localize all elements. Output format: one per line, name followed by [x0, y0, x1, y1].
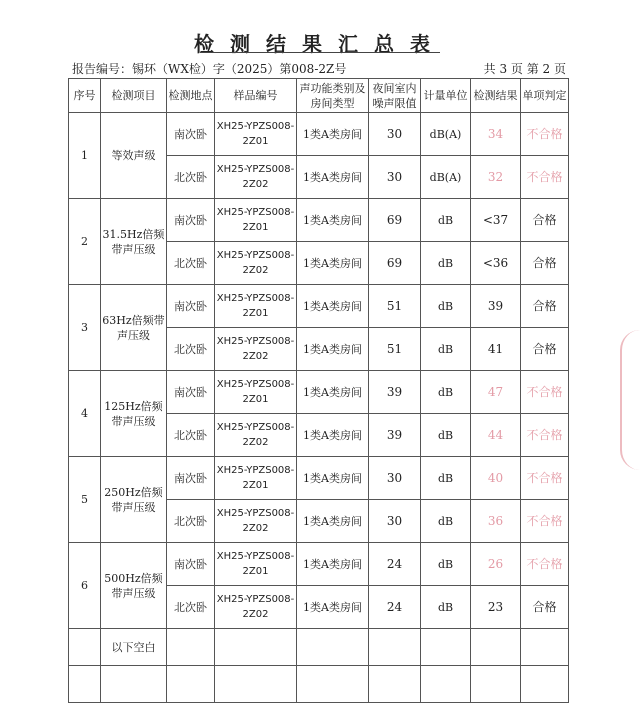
table-header-row [69, 79, 569, 113]
sample-cell: XH25-YPZS008-2Z02 [215, 328, 297, 371]
seq-cell: 1 [69, 113, 101, 199]
item-cell: 31.5Hz倍频带声压级 [101, 199, 167, 285]
verdict-cell: 不合格 [521, 156, 569, 199]
unit-cell: dB [421, 457, 471, 500]
verdict-cell: 不合格 [521, 543, 569, 586]
limit-cell: 69 [369, 199, 421, 242]
result-cell: <37 [471, 199, 521, 242]
unit-cell: dB [421, 371, 471, 414]
unit-cell: dB [421, 328, 471, 371]
result-cell: 40 [471, 457, 521, 500]
verdict-cell: 不合格 [521, 500, 569, 543]
table-row [69, 543, 569, 586]
sample-cell: XH25-YPZS008-2Z02 [215, 414, 297, 457]
limit-cell: 30 [369, 457, 421, 500]
location-cell: 北次卧 [167, 500, 215, 543]
sample-cell: XH25-YPZS008-2Z01 [215, 543, 297, 586]
blank-row [69, 666, 569, 703]
location-cell: 北次卧 [167, 156, 215, 199]
header-room-type: 声功能类别及房间类型 [297, 79, 369, 113]
result-cell: 34 [471, 113, 521, 156]
room-cell: 1类A类房间 [297, 543, 369, 586]
item-cell: 等效声级 [101, 113, 167, 199]
sample-cell: XH25-YPZS008-2Z01 [215, 371, 297, 414]
sample-cell: XH25-YPZS008-2Z01 [215, 285, 297, 328]
table-row [69, 113, 569, 156]
room-cell: 1类A类房间 [297, 113, 369, 156]
header-seq: 序号 [69, 79, 101, 113]
unit-cell: dB(A) [421, 156, 471, 199]
red-stamp-edge [620, 330, 640, 470]
limit-cell: 51 [369, 328, 421, 371]
seq-cell: 2 [69, 199, 101, 285]
verdict-cell: 合格 [521, 199, 569, 242]
unit-cell: dB [421, 414, 471, 457]
location-cell: 南次卧 [167, 285, 215, 328]
sample-cell: XH25-YPZS008-2Z02 [215, 586, 297, 629]
limit-cell: 24 [369, 543, 421, 586]
table-row [69, 371, 569, 414]
title-underline [200, 52, 440, 53]
document-title: 检测结果汇总表 [194, 32, 446, 56]
result-cell: 32 [471, 156, 521, 199]
result-cell: <36 [471, 242, 521, 285]
table-row [69, 285, 569, 328]
location-cell: 南次卧 [167, 457, 215, 500]
verdict-cell: 合格 [521, 328, 569, 371]
limit-cell: 24 [369, 586, 421, 629]
verdict-cell: 合格 [521, 285, 569, 328]
unit-cell: dB [421, 285, 471, 328]
result-cell: 44 [471, 414, 521, 457]
location-cell: 北次卧 [167, 328, 215, 371]
verdict-cell: 合格 [521, 242, 569, 285]
room-cell: 1类A类房间 [297, 371, 369, 414]
report-number: 报告编号：锡环（WX检）字（2025）第008-2Z号 [72, 62, 347, 76]
room-cell: 1类A类房间 [297, 156, 369, 199]
room-cell: 1类A类房间 [297, 285, 369, 328]
room-cell: 1类A类房间 [297, 328, 369, 371]
limit-cell: 39 [369, 371, 421, 414]
item-cell: 63Hz倍频带声压级 [101, 285, 167, 371]
item-cell: 125Hz倍频带声压级 [101, 371, 167, 457]
results-table [68, 78, 569, 703]
limit-cell: 30 [369, 156, 421, 199]
result-cell: 47 [471, 371, 521, 414]
location-cell: 北次卧 [167, 414, 215, 457]
verdict-cell: 不合格 [521, 457, 569, 500]
unit-cell: dB(A) [421, 113, 471, 156]
unit-cell: dB [421, 586, 471, 629]
room-cell: 1类A类房间 [297, 414, 369, 457]
verdict-cell: 不合格 [521, 414, 569, 457]
header-item: 检测项目 [101, 79, 167, 113]
page-info: 共 3 页 第 2 页 [483, 62, 566, 76]
verdict-cell: 不合格 [521, 371, 569, 414]
unit-cell: dB [421, 543, 471, 586]
seq-cell: 3 [69, 285, 101, 371]
item-cell: 500Hz倍频带声压级 [101, 543, 167, 629]
sample-cell: XH25-YPZS008-2Z01 [215, 199, 297, 242]
room-cell: 1类A类房间 [297, 242, 369, 285]
location-cell: 南次卧 [167, 371, 215, 414]
table-row [69, 457, 569, 500]
sample-cell: XH25-YPZS008-2Z02 [215, 500, 297, 543]
verdict-cell: 不合格 [521, 113, 569, 156]
header-limit: 夜间室内噪声限值 [369, 79, 421, 113]
unit-cell: dB [421, 199, 471, 242]
result-cell: 26 [471, 543, 521, 586]
limit-cell: 30 [369, 500, 421, 543]
limit-cell: 69 [369, 242, 421, 285]
sample-cell: XH25-YPZS008-2Z01 [215, 457, 297, 500]
limit-cell: 30 [369, 113, 421, 156]
header-verdict: 单项判定 [521, 79, 569, 113]
result-cell: 39 [471, 285, 521, 328]
header-unit: 计量单位 [421, 79, 471, 113]
room-cell: 1类A类房间 [297, 199, 369, 242]
location-cell: 南次卧 [167, 543, 215, 586]
location-cell: 北次卧 [167, 586, 215, 629]
unit-cell: dB [421, 242, 471, 285]
seq-cell: 6 [69, 543, 101, 629]
sample-cell: XH25-YPZS008-2Z02 [215, 156, 297, 199]
header-result: 检测结果 [471, 79, 521, 113]
verdict-cell: 合格 [521, 586, 569, 629]
location-cell: 南次卧 [167, 199, 215, 242]
room-cell: 1类A类房间 [297, 586, 369, 629]
limit-cell: 39 [369, 414, 421, 457]
location-cell: 北次卧 [167, 242, 215, 285]
room-cell: 1类A类房间 [297, 500, 369, 543]
result-cell: 41 [471, 328, 521, 371]
sample-cell: XH25-YPZS008-2Z02 [215, 242, 297, 285]
blank-row [69, 629, 569, 666]
item-cell: 250Hz倍频带声压级 [101, 457, 167, 543]
seq-cell: 5 [69, 457, 101, 543]
unit-cell: dB [421, 500, 471, 543]
limit-cell: 51 [369, 285, 421, 328]
result-cell: 23 [471, 586, 521, 629]
header-sample: 样品编号 [215, 79, 297, 113]
header-location: 检测地点 [167, 79, 215, 113]
location-cell: 南次卧 [167, 113, 215, 156]
sample-cell: XH25-YPZS008-2Z01 [215, 113, 297, 156]
seq-cell: 4 [69, 371, 101, 457]
table-row [69, 199, 569, 242]
room-cell: 1类A类房间 [297, 457, 369, 500]
result-cell: 36 [471, 500, 521, 543]
blank-note: 以下空白 [101, 629, 167, 666]
